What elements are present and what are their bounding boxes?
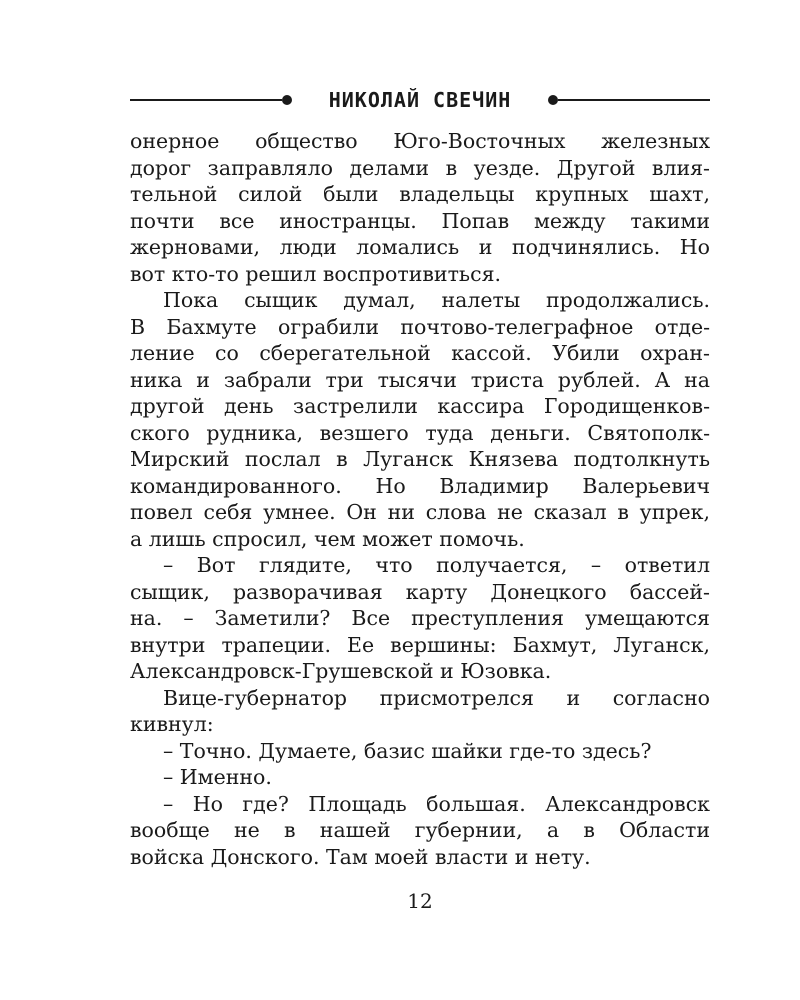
running-head xyxy=(130,88,710,112)
text-line: внутри трапеции. Ее вершины: Бахмут, Луганск, xyxy=(130,632,710,657)
text-line: ника и забрали три тысячи триста рублей. А на xyxy=(130,367,710,392)
text-line: жерновами, люди ломались и подчинялись. Но xyxy=(130,235,710,259)
text-line: почти все иностранцы. Попав между такими xyxy=(130,208,710,233)
text-line: Мирский послал в Луганск Князева подтолкнуть xyxy=(130,447,710,471)
text-line: тельной силой были владельцы крупных шахт, xyxy=(130,182,710,206)
author-name: НИКОЛАЙ СВЕЧИН xyxy=(328,88,512,112)
text-line: ского рудника, везшего туда деньги. Святополк- xyxy=(130,420,710,445)
text-line: другой день застрелили кассира Городищенков- xyxy=(130,394,710,418)
body-text xyxy=(130,128,710,870)
text-line: а лишь спросил, чем может помочь. xyxy=(130,526,525,551)
header-rule-left xyxy=(130,99,282,101)
text-line: сыщик, разворачивая карту Донецкого бассей- xyxy=(130,579,710,604)
text-line: вообще не в нашей губернии, а в Области xyxy=(130,818,710,842)
text-line: кивнул: xyxy=(130,712,214,736)
text-line: онерное общество Юго-Восточных железных xyxy=(130,129,710,153)
text-line: – Именно. xyxy=(163,765,272,789)
header-bullet-right xyxy=(548,95,558,105)
text-line: – Точно. Думаете, базис шайки где-то здесь? xyxy=(163,738,652,763)
header-rule-right xyxy=(558,99,710,101)
page-number: 12 xyxy=(407,889,433,913)
text-line: повел себя умнее. Он ни слова не сказал в упрек, xyxy=(130,500,710,524)
text-line: Пока сыщик думал, налеты продолжались. xyxy=(163,288,710,312)
text-line: Александровск-Грушевской и Юзовка. xyxy=(130,659,552,683)
header-bullet-left xyxy=(282,95,292,105)
text-line: Вице-губернатор присмотрелся и согласно xyxy=(163,685,710,710)
text-line: дорог заправляло делами в уезде. Другой влия- xyxy=(130,155,710,180)
text-line: вот кто-то решил воспротивиться. xyxy=(130,261,502,286)
text-line: командированного. Но Владимир Валерьевич xyxy=(130,473,710,498)
text-line: – Вот глядите, что получается, – ответил xyxy=(163,553,710,577)
text-line: войска Донского. Там моей власти и нету. xyxy=(130,844,591,869)
text-line: – Но где? Площадь большая. Александровск xyxy=(163,791,710,816)
text-line: на. – Заметили? Все преступления умещаются xyxy=(130,606,710,630)
text-line: ление со сберегательной кассой. Убили охран- xyxy=(130,341,710,365)
text-line: В Бахмуте ограбили почтово-телеграфное отде- xyxy=(130,314,710,339)
